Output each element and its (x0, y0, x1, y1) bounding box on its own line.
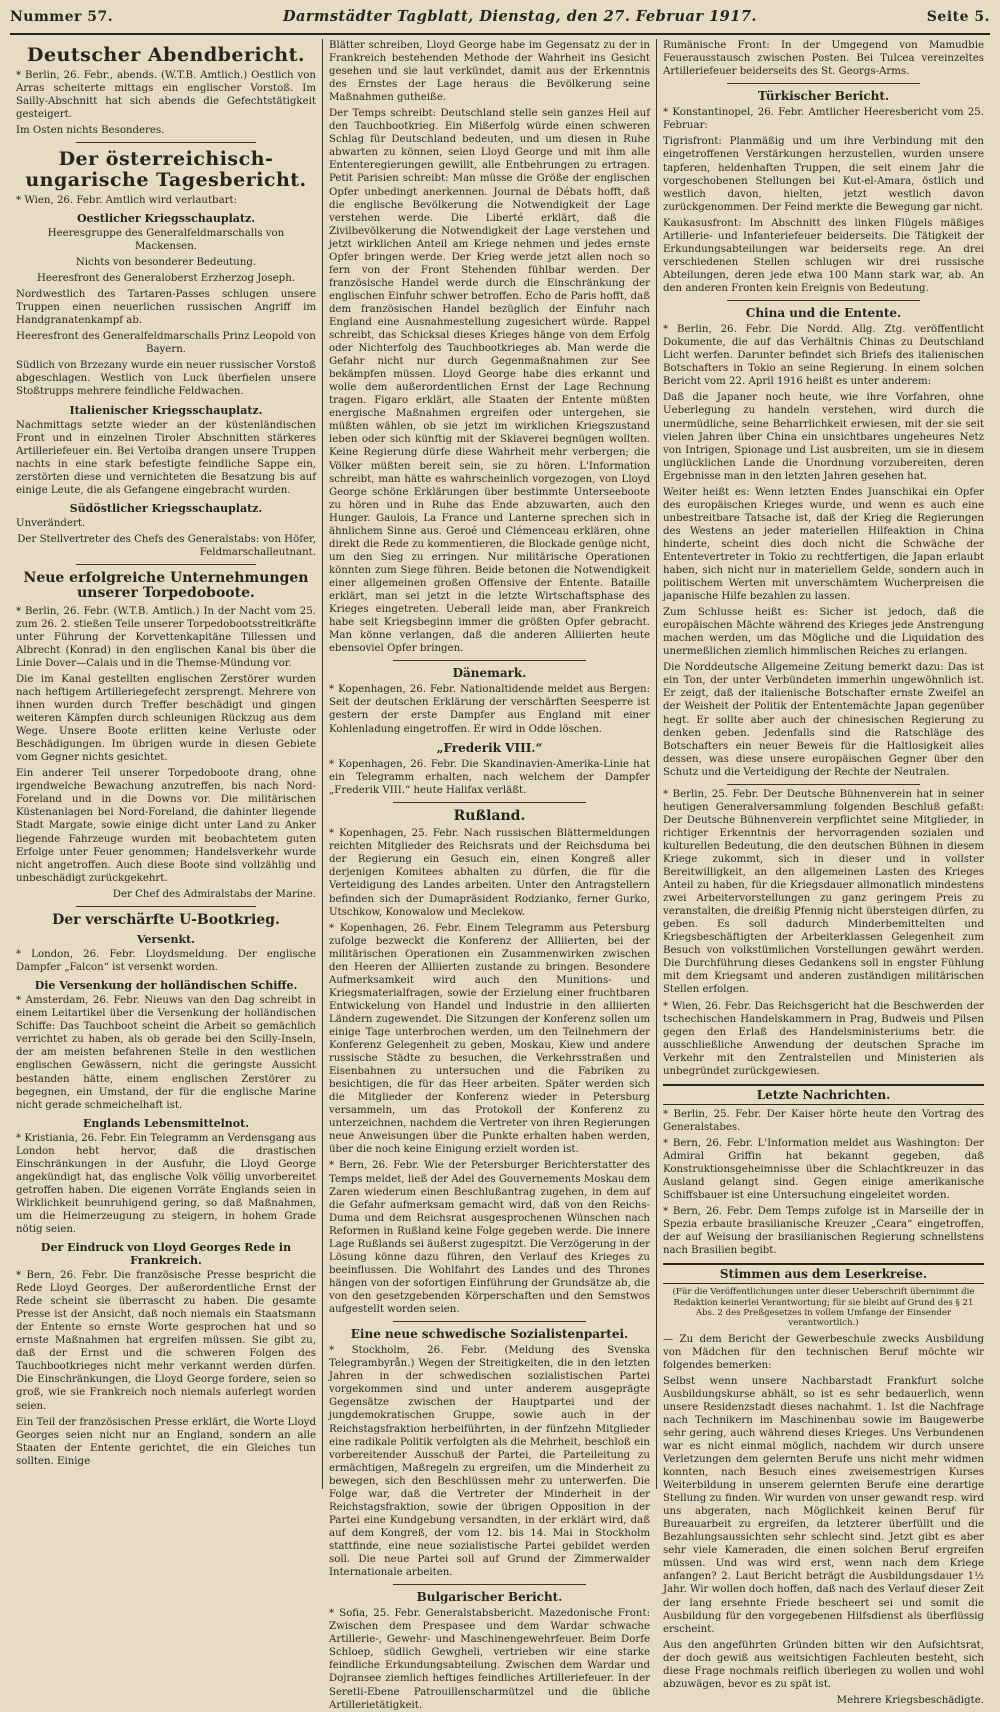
article-text: Aus den angeführten Gründen bitten wir den Aufsichtsrat, der doch gewiß aus weitsichtigen Fachleuten besteht, sich diese Frage nochmals reiflich überlegen zu wollen und wohl abzuwägen, bevor es zu spät ist. (663, 1639, 984, 1690)
article-signature: Der Chef des Admiralstabs der Marine. (112, 888, 316, 900)
article-text: Südlich von Brzezany wurde ein neuer russischer Vorstoß abgeschlagen. Westlich von Luck überfielen unsere Stoßtrupps mehrere feindliche Feldwachen. (16, 360, 316, 398)
headline-torpedoboote: Neue erfolgreiche Unternehmungen unserer Torpedoboote. (23, 569, 309, 602)
article-text: * Bern, 26. Febr. L'Information meldet aus Washington: Der Admiral Griffin hat bekannt gegeben, daß Konstruktionsgeheimnisse über die Schlachtkreuzer in das Ausland gelangt sind. Gegen einige amerikanische Schiffsbauer ist eine Untersuchung eingeleitet worden. (663, 1137, 984, 1202)
article-text: * Berlin, 26. Febr. (W.T.B. Amtlich.) In der Nacht vom 25. zum 26. 2. stießen Teile unserer Torpedobootsstreitkräfte unter Führung der Korvettenkapitäne Tillessen und Albrecht (Konrad) in den englischen Kanal bis über die Linie Dover—Calais und in die Themse-Mündung vor. (16, 605, 316, 669)
article-text: Heeresfront des Generalfeldmarschalls Prinz Leopold von Bayern. (16, 331, 316, 356)
article-text: Nordwestlich des Tartaren-Passes schlugen unsere Truppen einen neuerlichen russischen Angriff im Handgranatenkampf ab. (16, 289, 316, 327)
divider (727, 83, 920, 84)
subheading: Englands Lebensmittelnot. (82, 1116, 250, 1130)
article-text: Daß die Japaner noch heute, wie ihre Vorfahren, ohne Ueberlegung zu handeln verstehen, wird durch die unermüdliche, seine Beharrlichkeit erwiesen, mit der sie seit vielen Jahren über China ein unsichtbares ungeheures Netz von Intrigen, Spionage und List ausbreiten, um sie in diesem unglücklichen Lande die Unordnung vorzubereiten, deren Ergebnisse man in den letzten Jahren gesehen hat. (663, 392, 984, 482)
headline-letzte-nachrichten: Letzte Nachrichten. (663, 1084, 984, 1105)
column-3 (656, 39, 990, 1706)
article-text: Der Temps schreibt: Deutschland stelle sein ganzes Heil auf den Tauchbootkrieg. Ein Mißerfolg würde einen schweren Schlag für Deutschland bedeuten, und um diesen in Ruhe abwarten zu können, seien Lloyd George und mit ihm alle Ententeregierungen gewillt, alle Entbehrungen zu ertragen. Petit Parisien schreibt: Man müsse die Größe der englischen Opfer unbedingt anerkennen. Journal de Débats hofft, daß die englische Bevölkerung die Notwendigkeit der Lage verstehen werde. Die Liberté erklärt, daß die Zivilbevölkerung die Notwendigkeit der Lage verstehen und jetzt wirklichen Anteil am Kriege nehmen und jedes ernste Opfer bringen werde. Der Krieg werde jetzt allen noch so fern von der Front Stehenden fühlbar werden. Der französische Handel werde durch die Einschränkung der englischen Einfuhr schwer betroffen. Echo de Paris hofft, daß dem französischen Handel bezüglich der Einfuhr nach England eine Ausnahmestellung zugesichert würde. Rappel schreibt, das Schicksal dieses Krieges hänge von dem Erfolg oder Nichterfolg des Tauchbootkrieges ab. Man werde die Gefahr nicht nur durch Gegenmaßnahmen zur See bekämpfen müssen. Lloyd George habe dies erkannt und wolle dem außerordentlichen Ernst der Lage Rechnung tragen. Figaro erklärt, alle Staaten der Entente müßten energische Maßnahmen ergreifen oder untergehen, sie müßten wählen, ob sie jetzt im wirklichen Kriegszustand leben oder sich künftig mit der Sklaverei begnügen wollten. Keine Regierung dürfe diese Wahrheit mehr verbergen; die Völker müßten bereit sein, sie zu hören. L'Information schreibt, man hätte es wahrscheinlich vorgezogen, von Lloyd George schöne Erklärungen über bestimmte Unterseeboote zu hören und in Ruhe das Ende abzuwarten, auch den Hunger. Gaulois, La France und Lanterne sprechen sich in ähnlichem Sinne aus. Geroé und Clémenceau erklären, ohne direkt die Rede zu kommentieren, die Blockade genüge nicht, um den Sieg zu erringen. Nur militärische Operationen könnten zum Siege führen. Beide betonen die Notwendigkeit einer allgemeinen großen Offensive der Entente. Bataille erklärt, man sei jetzt in die letzte Wirtschaftsphase des Krieges eingetreten. Ueberall leide man, aber Frankreich habe seit Kriegsbeginn immer die größten Opfer gebracht. Man könne verlangen, daß die anderen Alliierten heute ebensoviel Opfer bringen. (329, 108, 650, 655)
article-text: * Sofia, 25. Febr. Generalstabsbericht. Mazedonische Front: Zwischen dem Prespasee und dem Wardar schwache Artillerie-, Gewehr- und Maschinengewehrfeuer. Beim Dorfe Schloep, südlich Gewgheli, vertrieben wir eine starke feindliche Erkundungsabteilung. Zwischen dem Wardar und Dojransee ziemlich heftiges feindliches Artilleriefeuer. In der Seretli-Ebene Patrouillenscharmützel und die übliche Artillerietätigkeit. (329, 1608, 650, 1711)
article-text: * Berlin, 26. Febr., abends. (W.T.B. Amtlich.) Oestlich von Arras scheiterte mittags ein englischer Vorstoß. Im Sailly-Abschnitt hat sich abends die Gefechtstätigkeit gesteigert. (16, 69, 316, 121)
article-text: Nichts von besonderer Bedeutung. (75, 257, 257, 269)
article-text: * Berlin, 25. Febr. Der Deutsche Bühnenverein hat in seiner heutigen Generalversammlung folgenden Beschluß gefaßt: Der Deutsche Bühnenverein verpflichtet seine Mitglieder, in richtiger Erkenntnis der hervorragenden sozialen und kulturellen Bedeutung, die den deutschen Bühnen in diesem Kriege zukommt, sich in dieser und in vollster Bereitwilligkeit, an den allgemeinen Lasten des Krieges Anteil zu haben, für die Kriegsdauer allmonatlich mindestens zwei Arbeitervorstellungen zu ganz geringem Preis zu veranstalten, die dreißig Pfennig nicht übersteigen dürfen, zu geben. Es soll dadurch Minderbemittelten und Kriegsbeschäftigten der Arbeiterklassen Gelegenheit zum Besuch von volkstümlichen Vorstellungen gewährt werden. Die Durchführung dieses Gedankens soll in engster Fühlung mit dem Kriegsamt und anderen zuständigen militärischen Stellen erfolgen. (663, 788, 984, 996)
article-text: Tigrisfront: Planmäßig und um ihre Verbindung mit den eingetroffenen Verstärkungen herzustellen, wurden unsere tapferen, heldenhaften Truppen, die seit einem Jahr die vorgeschobenen Stellungen bei Kut-el-Amara, östlich und westlich davon, hielten, jetzt westlich davon zurückgenommen. Der Feind merkte die Bewegung gar nicht. (663, 136, 984, 213)
divider (727, 300, 920, 301)
subheading: Der Eindruck von Lloyd Georges Rede in Frankreich. (40, 1241, 292, 1268)
article-text: * Kopenhagen, 25. Febr. Nach russischen Blättermeldungen reichten Mitglieder des Reichsrats und der Reichsduma bei der Regierung ein Gesuch ein, einen Kongreß aller derjenigen Komitees abhalten zu dürfen, die für die Verteidigung des Landes arbeiten. Unter den Antragstellern befinden sich der Dumapräsident Rodzianko, ferner Gurko, Utschkow, Konowalow und Meclekow. (329, 828, 650, 918)
headline-bulgarischer-bericht: Bulgarischer Bericht. (416, 1590, 563, 1605)
editorial-disclaimer: (Für die Veröffentlichungen unter dieser Ueberschrift übernimmt die Redaktion keinerlei Verantwortung; für sie bleibt auf Grund des § 21 Abs. 2 des Preßgesetzes in vollem Umfange der Einsender verantwortlich.) (672, 1287, 975, 1329)
divider (727, 784, 920, 785)
article-text: * Konstantinopel, 26. Febr. Amtlicher Heeresbericht vom 25. Februar: (663, 107, 984, 132)
article-text: Selbst wenn unsere Nachbarstadt Frankfurt solche Ausbildungskurse abhält, so ist es sehr bedauerlich, wenn unsere Residenzstadt dieses nachahmt. 1. Ist die Nachfrage nach Technikern im Maschinenbau sowie im Baugewerbe sehr gering, auch während dieses Krieges. Uns Verbundenen war es nicht einmal möglich, nachdem wir durch unsere Verletzungen dem gelernten Berufe uns nicht mehr widmen konnten, nach Besuch eines zweisemestrigen Kurses Weiterbildung in unserem gelernten Berufe eine derartige Stellung zu finden. Wir wurden von unser gewandt resp. wird uns abgeraten, nach Möglichkeit keinen Beruf für Bureauarbeit zu ergreifen, da letzterer überfüllt und die Bezahlungsaussichten sehr schlecht sind. Jetzt gibt es aber sehr viele Kameraden, die einen solchen Beruf ergreifen müssen. Und was wird erst, wenn nach dem Kriege anfangen? 2. Laut Bericht beträgt die Ausbildungsdauer 1½ Jahr. Wir wollen doch hoffen, daß nach des Verlauf dieser Zeit der lang ersehnte Friede bescheert sei und somit die Ausbildung für den vorgegebenen Hilfsdienst als überflüssig erscheint. (663, 1375, 984, 1635)
column-2 (322, 39, 656, 1711)
article-text: * Kopenhagen, 26. Febr. Einem Telegramm aus Petersburg zufolge bezweckt die Konferenz der Alliierten, bei der militärischen Operationen ein Zusammenwirken zwischen den Heeren der Alliierten zustande zu bringen. Besondere Aufmerksamkeit wird auch den Munitions- und Kriegsmaterialfragen, sowie der Erzielung einer fruchtbaren Entwickelung von Handel und Industrie in den alliierten Ländern zugewendet. Die Sitzungen der Konferenz sollen um einige Tage unterbrochen werden, um den Teilnehmern der Konferenz Gelegenheit zu geben, Moskau, Kiew und andere russische Städte zu besuchen, die Verkehrsstraßen und Eisenbahnen zu untersuchen und die Fabriken zu besichtigen, die für das Heer arbeiten. Später werden sich die Mitglieder der Konferenz wieder in Petersburg versammeln, um das Protokoll der Konferenz zu unterzeichnen, nachdem die Vertreter von ihren Regierungen neue Anweisungen über die Punkte erhalten haben werden, über die noch keine Einigung erzielt worden ist. (329, 922, 650, 1156)
article-text: Im Osten nichts Besonderes. (16, 125, 165, 137)
article-text: Heeresfront des Generaloberst Erzherzog Joseph. (36, 273, 295, 285)
page-number: Seite 5. (926, 9, 990, 25)
headline-ubootkrieg: Der verschärfte U-Bootkrieg. (52, 911, 280, 928)
headline-oesterreich: Der österreichisch-ungarische Tagesbericht. (25, 148, 307, 192)
article-text: Ein anderer Teil unserer Torpedoboote drang, ohne irgendwelche Bewachung anzutreffen, bis nach Nord-Foreland und in die Downs vor. Die militärischen Küstenanlagen bei Nord-Foreland, die dahinter liegende Stadt Margate, sowie einige dicht unter Land zu Anker liegende Fahrzeuge wurden mit beobachtetem guten Erfolge unter Feuer genommen; Handelsverkehr wurde nicht angetroffen. Auch diese Boote sind vollzählig und unbeschädigt zurückgekehrt. (16, 768, 316, 884)
article-text: Unverändert. (16, 517, 86, 529)
headline-tuerkischer-bericht: Türkischer Bericht. (757, 89, 890, 104)
article-text: Rumänische Front: In der Umgegend von Mamudbie Feuerausstausch zwischen Posten. Bei Tulcea vereinzeltes Artilleriefeuer beiderseits des St. Georgs-Arms. (663, 40, 984, 78)
subheading: Südöstlicher Kriegsschauplatz. (69, 501, 263, 515)
article-text: Zum Schlusse heißt es: Sicher ist jedoch, daß die europäischen Mächte während des Krieges jede Anstrengung machen werden, um das Mögliche und die Liquidation des unermeßlichen ziemlich himmlischen Reiches zu erlangen. (663, 607, 984, 658)
newspaper-title: Darmstädter Tagblatt, Dienstag, den 27. Februar 1917. (282, 8, 757, 25)
article-text: * London, 26. Febr. Lloydsmeldung. Der englische Dampfer „Falcon“ ist versenkt worden. (16, 949, 316, 974)
article-text: Weiter heißt es: Wenn letzten Endes Juanschikai ein Opfer des europäischen Krieges wurde, und wenn es auch eine unbestreitbare Tatsache ist, daß der Krieg die Regierungen des Westens an jeder materiellen Hilfeaktion in China hinderte, scheint dies doch nicht die Schwäche der Ententevertreter in Tokio zu rechtfertigen, die Japan erlaubt haben, sich nicht nur in materiellem Gelde, sondern auch in politischem Werten mit unverschämtem Wucherpreisen die japanische Hilfe bezahlen zu lassen. (663, 486, 984, 603)
masthead-rule (10, 33, 990, 35)
headline-frederik: „Frederik VIII.“ (436, 740, 543, 755)
divider (76, 906, 256, 907)
divider (393, 1321, 586, 1322)
article-signature: Mehrere Kriegsbeschädigte. (836, 1694, 984, 1706)
divider (393, 660, 586, 661)
article-text: Ein Teil der französischen Presse erklärt, die Worte Lloyd Georges seien nicht nur an England, sondern an alle Staaten der Entente gerichtet, die ein Gleiches tun sollten. Einige (16, 1416, 316, 1467)
headline-schwedische-partei: Eine neue schwedische Sozialistenpartei. (350, 1327, 629, 1342)
article-text: * Kopenhagen, 26. Febr. Nationaltidende meldet aus Bergen: Seit der deutschen Erklärung der verschärften Seesperre ist gestern der erste Dampfer aus England mit einer Kohlenladung eingetroffen. Er wird in Odde löschen. (329, 684, 650, 735)
article-text: Die Norddeutsche Allgemeine Zeitung bemerkt dazu: Das ist ein Ton, der unter Verbündeten immerhin ungewöhnlich ist. Er zeigt, daß der italienische Botschafter ernste Zweifel an der Weisheit der Politik der Ententemächte Japan gegenüber hegt. Er sollte aber auch der chinesischen Regierung zu denken geben. Jedenfalls sind die Ratschläge des Botschafters ein neuer Beweis für die Haltlosigkeit alles dessen, was diese unsere europäischen Gegner über den Schutz und die Verteidigung der Rechte der Neutralen. (663, 662, 984, 778)
article-text: * Kristiania, 26. Febr. Ein Telegramm an Verdensgang aus London hebt hervor, daß die drastischen Einschränkungen in der Ausfuhr, die Lloyd George angekündigt hat, das englische Volk völlig unvorbereitet getroffen haben. Die eigenen Vorräte Englands seien in Wirklichkeit beunruhigend gering, so daß Maßnahmen, um die Heimerzeugung zu steigern, in hohem Grade nötig seien. (16, 1132, 316, 1235)
article-text: Heeresgruppe des Generalfeldmarschalls von Mackensen. (47, 227, 285, 252)
article-text: — Zu dem Bericht der Gewerbeschule zwecks Ausbildung von Mädchen für den technischen Beruf möchte wir folgendes bemerken: (663, 1333, 984, 1371)
article-text: * Bern, 26. Febr. Wie der Petersburger Berichterstatter des Temps meldet, ließ der Adel des Gouvernements Moskau dem Zaren wiederum einen Beschlußantrag zugehen, in dem auf die Gefahr aufmerksam gemacht wird, daß von den Reichs-Duma und dem Reichsrat ausgesprochenen Wünschen nach Reformen in Rußland keine Folge gegeben werde. Die innere Lage Rußlands sei äußerst zugespitzt. Die Verzögerung in der Lösung könne dazu führen, den Verlauf des Krieges zu beeinflussen. Die Wohlfahrt des Landes und des Thrones hängen von der sofortigen Einführung der Grundsätze ab, die von den gesetzgebenden Körperschaften und den Semstwos aufgestellt worden seien. (329, 1160, 651, 1315)
article-text: * Stockholm, 26. Febr. (Meldung des Svenska Telegrambyrån.) Wegen der Streitigkeiten, die in den letzten Jahren in der schwedischen sozialistischen Partei vorgekommen sind und unter anderem ausgeprägte Gegensätze zwischen der Hauptpartei und der jungdemokratischen Gruppe, sowie auch in der Reichstagsfraktion herbeiführten, in der fünfzehn Mitglieder eine radikale Politik verfolgten als die Mehrheit, beschloß ein vorbereitender Ausschuß der Partei, die Parteileitung zu ermächtigen, Maßregeln zu ergreifen, um die Minderheit zu bewegen, sich den Beschlüssen mehr zu unterwerfen. Die Folge war, daß die Vertreter der Minderheit in der Reichstagsfraktion, sowie der übrigen Opposition in der Partei eine Kundgebung versandten, in der erklärt wird, daß auf dem Kongreß, der vom 12. bis 14. Mai in Stockholm stattfinde, eine neue sozialistische Partei gebildet werden soll. Die neue Partei soll auf Grund der Zimmerwalder Internationale arbeiten. (329, 1345, 650, 1579)
article-text: * Berlin, 26. Febr. Die Nordd. Allg. Ztg. veröffentlicht Dokumente, die auf das Verhältnis Chinas zu Deutschland Licht werfen. Darunter befindet sich Briefs des italienischen Botschafters in Tokio an seine Regierung. In einem solchen Bericht vom 22. April 1916 heißt es unter anderem: (663, 324, 984, 388)
article-text: Blätter schreiben, Lloyd George habe im Gegensatz zu der in Frankreich bestehenden Methode der Wahrheit ins Gesicht gesehen und sie laut verkündet, damit aus der Erkenntnis des Ernstes der Lage heraus die Bevölkerung seine Maßnahmen gutheiße. (329, 40, 650, 104)
headline-russland: Rußland. (453, 807, 526, 824)
columns (10, 39, 990, 1711)
divider (393, 1584, 586, 1585)
divider (76, 142, 256, 143)
article-text: Nachmittags setzte wieder an der küstenländischen Front und in einzelnen Tiroler Abschnitten stärkeres Artilleriefeuer ein. Bei Vertoiba drangen unsere Truppen nachts in eine stark befestigte feindliche Sappe ein, zerstörten diese und vernichteten die Besatzung bis auf einige Leute, die als Gefangene eingebracht wurden. (16, 419, 316, 496)
article-text: * Kopenhagen, 26. Febr. Die Skandinavien-Amerika-Linie hat ein Telegramm erhalten, nach welchem der Dampfer „Frederik VIII.“ heute Halifax verläßt. (329, 758, 650, 796)
masthead (10, 8, 990, 30)
issue-number: Nummer 57. (10, 9, 114, 25)
subheading: Oestlicher Kriegsschauplatz. (76, 211, 256, 225)
article-text: Kaukasusfront: Im Abschnitt des linken Flügels mäßiges Artillerie- und Infanteriefeuer beiderseits. Die Tätigkeit der Erkundungsabteilungen war beiderseits rege. An drei verschiedenen Stellen schlugen wir drei russische Abteilungen, deren jede etwa 100 Mann stark war, ab. An den anderen Fronten kein Ereignis von Bedeutung. (663, 217, 984, 294)
divider (393, 802, 586, 803)
article-text: * Berlin, 25. Febr. Der Kaiser hörte heute den Vortrag des Generalstabes. (663, 1108, 984, 1133)
article-text: Die im Kanal gestellten englischen Zerstörer wurden nach heftigem Artilleriegefecht zersprengt. Mehrere von ihnen wurden durch Treffer beschädigt und gingen weiteren Kämpfen durch schleunigen Rückzug aus dem Wege. Unsere Boote erlitten keine Verluste oder Beschädigungen. Im übrigen wurde in diesen Gebiete vom Gegner nichts gesichtet. (16, 673, 316, 764)
headline-daenemark: Dänemark. (452, 666, 527, 681)
article-text: * Wien, 26. Febr. Amtlich wird verlautbart: (16, 194, 238, 206)
article-text: * Bern, 26. Febr. Dem Temps zufolge ist in Marseille der in Spezia erbaute brasilianische Kreuzer „Ceara“ eingetroffen, der auf Weisung der brasilianischen Regierung schnellstens nach Brasilien begibt. (663, 1206, 984, 1257)
headline-china-entente: China und die Entente. (745, 305, 902, 320)
article-text: * Bern, 26. Febr. Die französische Presse bespricht die Rede Lloyd Georges. Der außerordentliche Ernst der Rede scheint sie überrascht zu haben. Die gesamte Presse ist der Ansicht, daß noch niemals ein Staatsmann der Entente so ernste Worte gesprochen hat und so ernste Maßnahmen hat ergreifen müssen. Sie gibt zu, daß der Ernst und die schweren Folgen des Tauchbootkrieges nicht mehr verkannt werden dürfen. Die Einschränkungen, die Lloyd George fordere, seien so groß, wie sie Frankreich noch niemals auferlegt worden seien. (16, 1270, 316, 1412)
article-text: * Amsterdam, 26. Febr. Nieuws van den Dag schreibt in einem Leitartikel über die Versenkung der holländischen Schiffe: Das Tauchboot scheint die Arbeit so gemächlich verrichtet zu haben, als ob gerade bei den Scilly-Inseln, der am meisten befahrenen Stelle in den westlichen englischen Gewässern, nicht die geringste Aussicht bestanden hätte, einem englischen Zerstörer zu begegnen, ein Umstand, der für die englische Marine nicht gerade schmeichelhaft ist. (16, 995, 316, 1111)
subheading: Versenkt. (136, 933, 196, 947)
subheading: Die Versenkung der holländischen Schiffe. (34, 979, 298, 993)
article-signature: Der Stellvertreter des Chefs des Generalstabs: von Höfer, Feldmarschalleutnant. (17, 533, 316, 558)
column-1 (10, 39, 322, 1489)
headline-abendbericht: Deutscher Abendbericht. (26, 44, 306, 66)
subheading: Italienischer Kriegsschauplatz. (69, 403, 263, 417)
divider (76, 564, 256, 565)
headline-leserkreise: Stimmen aus dem Leserkreise. (663, 1263, 984, 1284)
article-text: * Wien, 26. Febr. Das Reichsgericht hat die Beschwerden der tschechischen Handelskammern in Prag, Budweis und Pilsen gegen den Erlaß des Handelsministeriums betr. die ausschließliche Anwendung der deutschen Sprache im Verkehr mit den Zentralstellen und Ministerien als unbegründet zurückgewiesen. (663, 1000, 984, 1077)
